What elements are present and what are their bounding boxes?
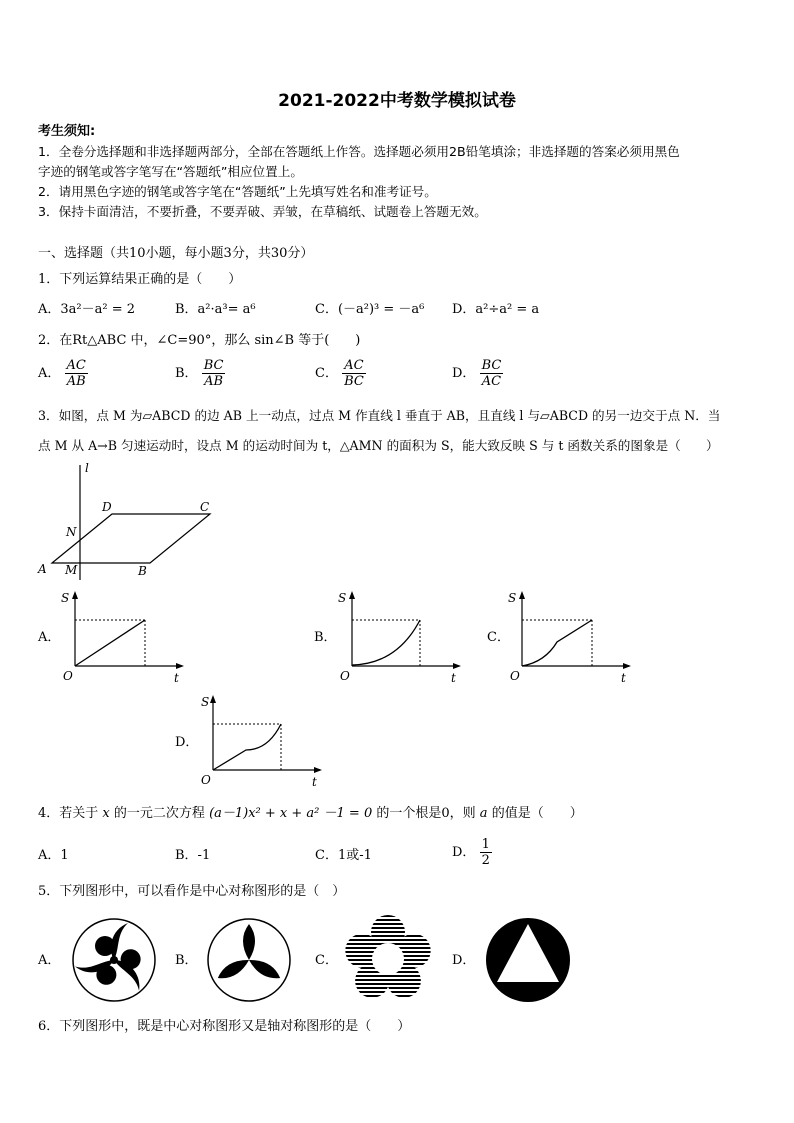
arrow-icon: [349, 591, 355, 599]
fraction: [480, 358, 504, 389]
numerator: 1: [481, 837, 490, 852]
denominator: BC: [344, 374, 364, 389]
q1-option-a: A．3a²－a² = 2: [38, 302, 136, 317]
denominator: AC: [481, 374, 502, 389]
arrow-icon: [210, 695, 216, 703]
question-3-line1: 3．如图，点 M 为▱ABCD 的边 AB 上一动点，过点 M 作直线 l 垂直于 AB，且直线 l 与▱ABCD 的另一边交于点 N．当: [38, 408, 721, 423]
graph-a: [60, 588, 190, 684]
notice-heading: 考生须知:: [38, 124, 96, 139]
arrow-icon: [314, 767, 322, 773]
q4-option-d: [452, 837, 492, 868]
numerator: BC: [481, 358, 502, 373]
var-a: a: [479, 806, 488, 821]
notice-item: 2．请用黑色字迹的钢笔或答字笔在“答题纸”上先填写姓名和准考证号。: [38, 184, 437, 199]
question-1-stem: 1．下列运算结果正确的是（ ）: [38, 272, 242, 287]
q5-option-d: D．: [452, 953, 476, 968]
origin-label: O: [510, 669, 520, 683]
q2-option-d: [452, 358, 503, 389]
axis-label-s: S: [61, 591, 70, 605]
q4-option-b: B．-1: [175, 848, 211, 863]
q2-option-b: [175, 358, 225, 389]
arrow-icon: [623, 663, 631, 669]
q1-option-b: B．a²·a³= a⁶: [175, 302, 256, 317]
denominator: AB: [66, 374, 86, 389]
option-label: D．: [452, 845, 476, 860]
page-title: 2021-2022中考数学模拟试卷: [278, 91, 516, 111]
swirl-circle-figure: [70, 916, 158, 1004]
fraction: [202, 358, 226, 389]
arrow-icon: [176, 663, 184, 669]
q1-option-d: D．a²÷a² = a: [452, 302, 540, 317]
denominator: AB: [204, 374, 224, 389]
s-t-curve: [352, 620, 420, 665]
q2-option-c: [315, 358, 366, 389]
fraction: [65, 358, 88, 389]
origin-label: O: [201, 773, 211, 787]
origin-label: O: [340, 669, 350, 683]
axis-label-s: S: [508, 591, 517, 605]
label-m: M: [65, 563, 78, 577]
petal-circle-figure: [205, 916, 293, 1004]
label-n: N: [66, 525, 77, 539]
label-b: B: [138, 564, 147, 578]
q2-option-a: [38, 358, 88, 389]
arrow-icon: [72, 591, 78, 599]
s-t-curve: [213, 724, 281, 770]
graph-c: [507, 588, 637, 684]
q4-option-c: C．1或-1: [315, 848, 372, 863]
arrow-icon: [519, 591, 525, 599]
q5-option-a: A．: [38, 953, 61, 968]
q1-option-c: C．(－a²)³ = －a⁶: [315, 302, 425, 317]
section-heading: 一、选择题（共10小题，每小题3分，共30分）: [38, 246, 314, 261]
label-c: C: [200, 500, 210, 514]
q5-option-c: C．: [315, 953, 338, 968]
q3-option-a: A．: [38, 630, 61, 645]
q4-text: 的值是（ ）: [491, 806, 583, 821]
q5-option-b: B．: [175, 953, 198, 968]
origin-label: O: [63, 669, 73, 683]
denominator: 2: [481, 853, 490, 868]
q3-option-c: C．: [487, 630, 510, 645]
q3-option-d: D．: [175, 735, 199, 750]
notice-item: 1．全卷分选择题和非选择题两部分，全部在答题纸上作答。选择题必须用2B铅笔填涂；非选择题的答案必须用黑色: [38, 144, 680, 159]
option-label: A．: [38, 366, 61, 381]
fraction: [480, 837, 492, 868]
label-l: l: [85, 461, 89, 475]
question-3-line2: 点 M 从 A→B 匀速运动时，设点 M 的运动时间为 t，△AMN 的面积为 S，能大致反映 S 与 t 函数关系的图象是（ ）: [38, 438, 719, 453]
axis-label-s: S: [338, 591, 347, 605]
axis-label-t: t: [451, 671, 456, 684]
axis-label-t: t: [312, 775, 317, 788]
numerator: AC: [344, 358, 364, 373]
graph-d: [198, 692, 328, 788]
equation: (a－1)x² + x + a² －1 = 0: [209, 806, 373, 821]
option-label: D．: [452, 366, 476, 381]
question-4-stem: [38, 804, 583, 824]
numerator: BC: [203, 358, 224, 373]
axis-label-t: t: [174, 671, 179, 684]
q4-text: 的一元二次方程: [113, 806, 205, 821]
q3-option-b: B．: [314, 630, 337, 645]
q4-text: 的一个根是0，则: [376, 806, 476, 821]
axis-label-t: t: [621, 671, 626, 684]
numerator: AC: [66, 358, 86, 373]
q4-option-a: A．1: [38, 848, 69, 863]
axis-label-s: S: [201, 695, 210, 709]
striped-flower-figure: [343, 914, 433, 1004]
s-t-curve: [75, 620, 145, 666]
fraction: [342, 358, 366, 389]
s-t-curve: [522, 620, 592, 666]
question-2-stem: 2．在Rt△ABC 中，∠C=90°，那么 sin∠B 等于( ): [38, 333, 361, 348]
option-label: B．: [175, 366, 198, 381]
notice-item: 字迹的钢笔或答字笔写在“答题纸”相应位置上。: [38, 164, 303, 179]
question-5-stem: 5．下列图形中，可以看作是中心对称图形的是（ ）: [38, 884, 346, 899]
option-label: C．: [315, 366, 338, 381]
label-d: D: [102, 500, 112, 514]
notice-item: 3．保持卡面清洁，不要折叠，不要弄破、弄皱，在草稿纸、试题卷上答题无效。: [38, 204, 487, 219]
question-6-stem: 6．下列图形中，既是中心对称图形又是轴对称图形的是（ ）: [38, 1019, 411, 1034]
triangle-circle-figure: [484, 916, 572, 1004]
parallelogram-figure: [30, 460, 230, 585]
arrow-icon: [453, 663, 461, 669]
var-x: x: [102, 806, 110, 821]
flower-center: [372, 943, 404, 975]
label-a: A: [38, 562, 47, 576]
q4-text: 4．若关于: [38, 806, 99, 821]
graph-b: [337, 588, 467, 684]
